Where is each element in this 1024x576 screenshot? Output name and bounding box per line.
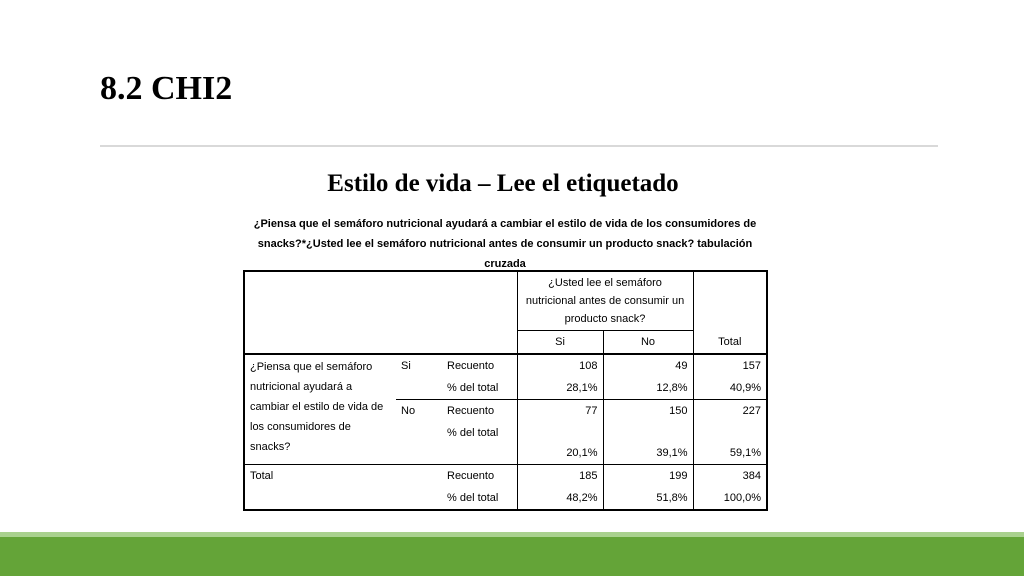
cell-value: 157 — [693, 354, 767, 377]
cell-value: 48,2% — [517, 487, 603, 510]
cell-value: 20,1% — [517, 422, 603, 464]
cell-value: 185 — [517, 464, 603, 487]
stat-label: Recuento — [442, 464, 517, 487]
row-label-si: Si — [396, 354, 442, 400]
cell-value: 199 — [603, 464, 693, 487]
header-corner — [244, 271, 517, 354]
table-row — [244, 354, 767, 377]
cell-value: 100,0% — [693, 487, 767, 510]
cell-value: 384 — [693, 464, 767, 487]
cell-value: 51,8% — [603, 487, 693, 510]
col-header-no: No — [603, 331, 693, 355]
row-label-no: No — [396, 400, 442, 465]
stat-label: Recuento — [442, 400, 517, 423]
row-var-label: ¿Piensa que el semáforo nutricional ayudará a cambiar el estilo de vida de los consumidores de snacks? — [244, 354, 396, 464]
slide-subtitle: Estilo de vida – Lee el etiquetado — [327, 170, 679, 197]
title-divider — [100, 145, 938, 147]
cell-value: 227 — [693, 400, 767, 423]
stat-label: Recuento — [442, 354, 517, 377]
cell-value: 150 — [603, 400, 693, 423]
col-group-label: ¿Usted lee el semáforo nutricional antes de consumir un producto snack? — [517, 271, 693, 331]
cell-value: 39,1% — [603, 422, 693, 464]
row-label-total: Total — [244, 464, 442, 510]
cell-value: 108 — [517, 354, 603, 377]
cell-value: 40,9% — [693, 377, 767, 400]
cell-value: 12,8% — [603, 377, 693, 400]
crosstab-table — [243, 270, 768, 511]
footer-band — [0, 537, 1024, 576]
stat-label: % del total — [447, 382, 499, 394]
header-row-1 — [244, 271, 767, 331]
col-header-total: Total — [693, 271, 767, 354]
table-caption: ¿Piensa que el semáforo nutricional ayudará a cambiar el estilo de vida de los consumidores de snacks?*¿Usted lee el semáforo nutricional antes de consumir un producto snack? tabulación cruzada — [253, 218, 757, 270]
cell-value: 49 — [603, 354, 693, 377]
stat-label: % del total — [447, 427, 499, 439]
cell-value: 77 — [517, 400, 603, 423]
table-row — [244, 464, 767, 487]
slide-title: 8.2 CHI2 — [100, 70, 233, 107]
cell-value: 28,1% — [517, 377, 603, 400]
stat-label: % del total — [447, 491, 499, 504]
col-header-si: Si — [517, 331, 603, 355]
cell-value: 59,1% — [693, 422, 767, 464]
